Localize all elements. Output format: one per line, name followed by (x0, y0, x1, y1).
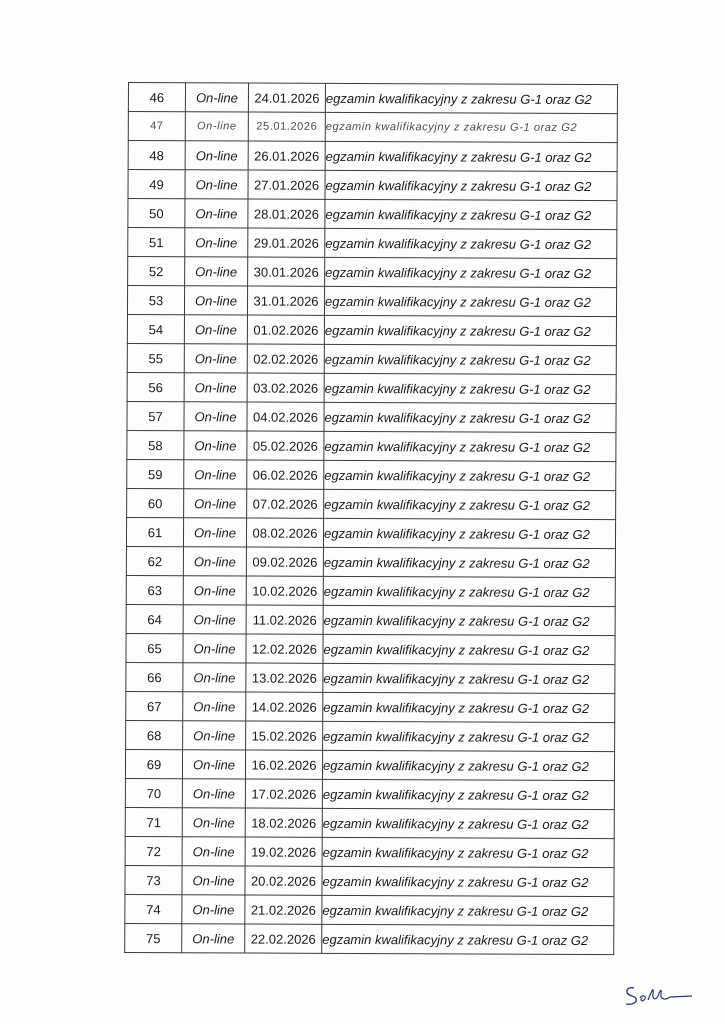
row-mode: On-line (182, 779, 245, 808)
table-row (128, 170, 617, 201)
row-description: egzamin kwalifikacyjny z zakresu G-1 oraz G2 (325, 228, 617, 258)
row-mode: On-line (184, 373, 247, 402)
table-row (126, 575, 615, 606)
row-date: 05.02.2026 (247, 431, 324, 460)
row-number: 55 (127, 343, 184, 372)
row-number: 61 (126, 517, 183, 546)
row-date: 11.02.2026 (246, 605, 323, 634)
row-mode: On-line (183, 605, 246, 634)
row-date: 21.02.2026 (245, 895, 322, 924)
row-description: egzamin kwalifikacyjny z zakresu G-1 oraz G2 (325, 170, 617, 200)
row-mode: On-line (182, 924, 245, 953)
table-row (125, 836, 614, 867)
row-date: 29.01.2026 (248, 228, 325, 257)
row-number: 46 (128, 83, 185, 112)
table-row (125, 807, 614, 838)
row-number: 70 (125, 778, 182, 807)
table-row (126, 517, 615, 548)
row-mode: On-line (182, 750, 245, 779)
row-date: 12.02.2026 (246, 634, 323, 663)
row-number: 68 (126, 720, 183, 749)
row-mode: On-line (185, 228, 248, 257)
table-row (128, 83, 617, 114)
row-description: egzamin kwalifikacyjny z zakresu G-1 oraz G2 (324, 315, 616, 345)
row-number: 74 (125, 894, 182, 923)
row-mode: On-line (183, 576, 246, 605)
row-mode: On-line (184, 286, 247, 315)
row-number: 75 (125, 923, 182, 952)
row-description: egzamin kwalifikacyjny z zakresu G-1 oraz G2 (323, 634, 615, 664)
row-number: 71 (125, 807, 182, 836)
row-number: 69 (125, 749, 182, 778)
row-number: 65 (126, 633, 183, 662)
row-description: egzamin kwalifikacyjny z zakresu G-1 oraz G2 (323, 692, 615, 722)
row-date: 09.02.2026 (246, 547, 323, 576)
row-date: 16.02.2026 (245, 750, 322, 779)
row-date: 14.02.2026 (246, 692, 323, 721)
row-date: 27.01.2026 (248, 170, 325, 199)
row-number: 66 (126, 662, 183, 691)
row-mode: On-line (184, 431, 247, 460)
row-number: 67 (126, 691, 183, 720)
table-row (126, 662, 615, 693)
row-description: egzamin kwalifikacyjny z zakresu G-1 oraz G2 (323, 518, 615, 548)
row-date: 26.01.2026 (248, 141, 325, 170)
row-date: 17.02.2026 (245, 779, 322, 808)
row-mode: On-line (182, 837, 245, 866)
row-number: 47 (128, 112, 185, 141)
table-row (128, 257, 617, 288)
row-description: egzamin kwalifikacyjny z zakresu G-1 oraz G2 (322, 808, 614, 838)
row-mode: On-line (185, 199, 248, 228)
row-description: egzamin kwalifikacyjny z zakresu G-1 oraz G2 (324, 344, 616, 374)
table-row (126, 691, 615, 722)
table-row (127, 401, 616, 432)
row-mode: On-line (184, 344, 247, 373)
row-date: 08.02.2026 (246, 518, 323, 547)
table-row (127, 343, 616, 374)
row-description: egzamin kwalifikacyjny z zakresu G-1 oraz G2 (325, 141, 617, 171)
row-date: 30.01.2026 (248, 257, 325, 286)
row-mode: On-line (183, 692, 246, 721)
row-date: 20.02.2026 (245, 866, 322, 895)
row-description: egzamin kwalifikacyjny z zakresu G-1 oraz G2 (324, 489, 616, 519)
table-row (127, 488, 616, 519)
row-description: egzamin kwalifikacyjny z zakresu G-1 oraz G2 (323, 721, 615, 751)
row-number: 73 (125, 865, 182, 894)
row-mode: On-line (183, 634, 246, 663)
row-description: egzamin kwalifikacyjny z zakresu G-1 oraz G2 (324, 373, 616, 403)
row-date: 18.02.2026 (245, 808, 322, 837)
row-description: egzamin kwalifikacyjny z zakresu G-1 oraz G2 (324, 460, 616, 490)
row-description: egzamin kwalifikacyjny z zakresu G-1 oraz G2 (322, 750, 614, 780)
row-number: 72 (125, 836, 182, 865)
row-mode: On-line (183, 547, 246, 576)
row-mode: On-line (182, 866, 245, 895)
row-description: egzamin kwalifikacyjny z zakresu G-1 oraz G2 (325, 199, 617, 229)
table-row (128, 112, 617, 143)
row-mode: On-line (183, 721, 246, 750)
table-row (127, 286, 616, 317)
row-number: 51 (128, 228, 185, 257)
row-description: egzamin kwalifikacyjny z zakresu G-1 oraz G2 (325, 257, 617, 287)
row-number: 52 (128, 257, 185, 286)
row-description: egzamin kwalifikacyjny z zakresu G-1 oraz G2 (324, 402, 616, 432)
row-date: 01.02.2026 (247, 315, 324, 344)
table-row (127, 459, 616, 490)
row-description: egzamin kwalifikacyjny z zakresu G-1 oraz G2 (323, 576, 615, 606)
row-number: 48 (128, 141, 185, 170)
row-date: 04.02.2026 (247, 402, 324, 431)
handwritten-signature (620, 980, 700, 1010)
table-row (125, 778, 614, 809)
table-row (126, 604, 615, 635)
row-mode: On-line (185, 141, 248, 170)
row-description: egzamin kwalifikacyjny z zakresu G-1 oraz G2 (324, 286, 616, 316)
row-date: 19.02.2026 (245, 837, 322, 866)
table-row (125, 923, 614, 954)
schedule-table-body (125, 83, 618, 955)
row-date: 10.02.2026 (246, 576, 323, 605)
row-date: 22.02.2026 (245, 924, 322, 953)
row-mode: On-line (184, 489, 247, 518)
row-mode: On-line (185, 112, 248, 141)
table-row (126, 633, 615, 664)
row-mode: On-line (183, 663, 246, 692)
row-mode: On-line (185, 257, 248, 286)
row-number: 50 (128, 199, 185, 228)
row-number: 64 (126, 604, 183, 633)
table-row (127, 430, 616, 461)
row-description: egzamin kwalifikacyjny z zakresu G-1 oraz G2 (322, 924, 614, 954)
row-mode: On-line (184, 460, 247, 489)
row-number: 62 (126, 546, 183, 575)
row-description: egzamin kwalifikacyjny z zakresu G-1 oraz G2 (322, 779, 614, 809)
row-number: 49 (128, 170, 185, 199)
row-date: 25.01.2026 (248, 112, 325, 141)
row-mode: On-line (185, 170, 248, 199)
row-date: 15.02.2026 (246, 721, 323, 750)
table-row (125, 749, 614, 780)
row-number: 53 (127, 286, 184, 315)
row-date: 31.01.2026 (247, 286, 324, 315)
row-number: 56 (127, 372, 184, 401)
row-description: egzamin kwalifikacyjny z zakresu G-1 oraz G2 (322, 866, 614, 896)
table-row (127, 314, 616, 345)
row-description: egzamin kwalifikacyjny z zakresu G-1 oraz G2 (322, 895, 614, 925)
table-row (125, 894, 614, 925)
row-number: 54 (127, 314, 184, 343)
row-date: 02.02.2026 (247, 344, 324, 373)
row-mode: On-line (184, 315, 247, 344)
row-number: 59 (127, 459, 184, 488)
table-row (127, 372, 616, 403)
row-mode: On-line (184, 402, 247, 431)
table-row (128, 141, 617, 172)
table-row (126, 720, 615, 751)
row-date: 24.01.2026 (248, 83, 325, 112)
table-row (125, 865, 614, 896)
row-mode: On-line (183, 518, 246, 547)
row-description: egzamin kwalifikacyjny z zakresu G-1 oraz G2 (323, 605, 615, 635)
exam-schedule-table (124, 82, 618, 955)
row-description: egzamin kwalifikacyjny z zakresu G-1 oraz G2 (323, 547, 615, 577)
row-description: egzamin kwalifikacyjny z zakresu G-1 oraz G2 (322, 837, 614, 867)
row-number: 60 (127, 488, 184, 517)
row-date: 28.01.2026 (248, 199, 325, 228)
table-row (128, 199, 617, 230)
row-description: egzamin kwalifikacyjny z zakresu G-1 oraz G2 (325, 112, 617, 142)
table-row (128, 228, 617, 259)
row-date: 13.02.2026 (246, 663, 323, 692)
row-mode: On-line (182, 895, 245, 924)
row-number: 63 (126, 575, 183, 604)
table-row (126, 546, 615, 577)
row-mode: On-line (185, 83, 248, 112)
row-date: 06.02.2026 (247, 460, 324, 489)
row-date: 07.02.2026 (247, 489, 324, 518)
row-description: egzamin kwalifikacyjny z zakresu G-1 oraz G2 (325, 83, 617, 113)
row-mode: On-line (182, 808, 245, 837)
row-description: egzamin kwalifikacyjny z zakresu G-1 oraz G2 (323, 663, 615, 693)
row-number: 58 (127, 430, 184, 459)
row-date: 03.02.2026 (247, 373, 324, 402)
row-description: egzamin kwalifikacyjny z zakresu G-1 oraz G2 (324, 431, 616, 461)
row-number: 57 (127, 401, 184, 430)
